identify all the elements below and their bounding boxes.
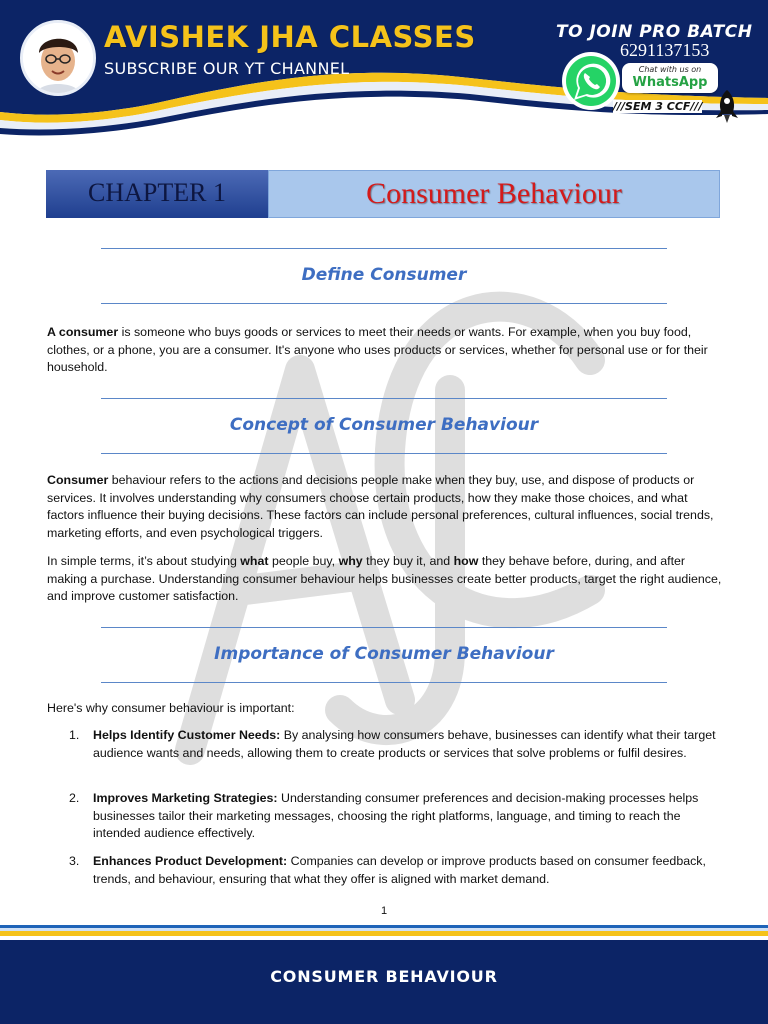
- whatsapp-app-text: WhatsApp: [632, 75, 708, 90]
- list-number: 3.: [69, 854, 80, 868]
- emphasis-how: how: [453, 554, 479, 568]
- concept-text: behaviour refers to the actions and decisions people make when they buy, use, and dispose of products or services. It involves understanding why consumers choose certain products, how they make those choices, and what factors influence their buying decisions. These factors can include personal preferences, cultural influences, social trends, marketing efforts, and even psychological triggers.: [47, 473, 714, 540]
- chapter-title: Consumer Behaviour: [366, 177, 622, 210]
- concept-text-part: In simple terms, it’s about studying: [47, 554, 241, 568]
- section-heading-importance: [101, 627, 667, 683]
- concept-text-part: they buy it, and: [362, 554, 454, 568]
- list-number: 2.: [69, 791, 80, 805]
- list-number: 1.: [69, 728, 80, 742]
- concept-paragraph-2: [47, 553, 727, 606]
- list-text: [93, 727, 719, 762]
- chapter-title-box: [268, 170, 720, 218]
- chapter-number: CHAPTER 1: [46, 170, 268, 218]
- page-header: [0, 0, 768, 140]
- term-bold: A consumer: [47, 325, 119, 339]
- avatar: [20, 20, 96, 96]
- whatsapp-chat-text: Chat with us on: [638, 65, 702, 74]
- brand-title: AVISHEK JHA CLASSES: [104, 20, 476, 54]
- emphasis-why: why: [338, 554, 363, 568]
- page-footer: [0, 925, 768, 1024]
- importance-intro: Here's why consumer behaviour is important:: [47, 701, 295, 715]
- avatar-illustration-icon: [23, 23, 93, 93]
- list-item-body: Understanding consumer preferences and decision-making processes helps businesses tailor their marketing messages, choosing the right platforms, language, and timing to reach the intended audience effectively.: [93, 791, 699, 841]
- emphasis-what: what: [240, 554, 269, 568]
- list-text: [93, 853, 719, 888]
- brand-subtitle: SUBSCRIBE OUR YT CHANNEL: [104, 59, 350, 78]
- define-consumer-text: is someone who buys goods or services to meet their needs or wants. For example, when you buy food, clothes, or a phone, you are a consumer. It's anyone who uses products or services, whether for personal use or for their household.: [47, 325, 708, 375]
- section-title: Define Consumer: [301, 265, 467, 285]
- section-heading-define-consumer: [101, 248, 667, 304]
- concept-text-part: people buy,: [268, 554, 339, 568]
- define-consumer-paragraph: [47, 324, 727, 377]
- list-text: [93, 790, 719, 843]
- section-title: Importance of Consumer Behaviour: [214, 644, 554, 664]
- whatsapp-chat-badge[interactable]: [622, 63, 718, 93]
- sem-tag: ///SEM 3 CCF///: [613, 100, 703, 113]
- join-pro-batch-label: TO JOIN PRO BATCH: [556, 22, 753, 42]
- footer-title: CONSUMER BEHAVIOUR: [270, 967, 498, 986]
- list-item-title: Helps Identify Customer Needs:: [93, 728, 281, 742]
- chapter-heading-bar: [46, 170, 720, 218]
- list-item-title: Enhances Product Development:: [93, 854, 288, 868]
- rocket-icon: [712, 88, 742, 124]
- concept-text-part: they behave before, during, and after making a purchase. Understanding consumer behaviour helps businesses create better products, target the right audience, and improve customer satisfaction.: [47, 554, 722, 604]
- section-title: Concept of Consumer Behaviour: [229, 415, 539, 435]
- page-number: 1: [380, 905, 388, 917]
- list-item-title: Improves Marketing Strategies:: [93, 791, 278, 805]
- list-item-body: By analysing how consumers behave, businesses can identify what their target audience wants and needs, allowing them to create products or services that solve problems or fulfil desires.: [93, 728, 716, 760]
- section-heading-concept: [101, 398, 667, 454]
- concept-paragraph-1: [47, 472, 727, 542]
- term-bold: Consumer: [47, 473, 109, 487]
- phone-number[interactable]: 6291137153: [620, 40, 710, 60]
- list-item-body: Companies can develop or improve products based on consumer feedback, trends, and behaviour, ensuring that what they offer is aligned with market demand.: [93, 854, 706, 886]
